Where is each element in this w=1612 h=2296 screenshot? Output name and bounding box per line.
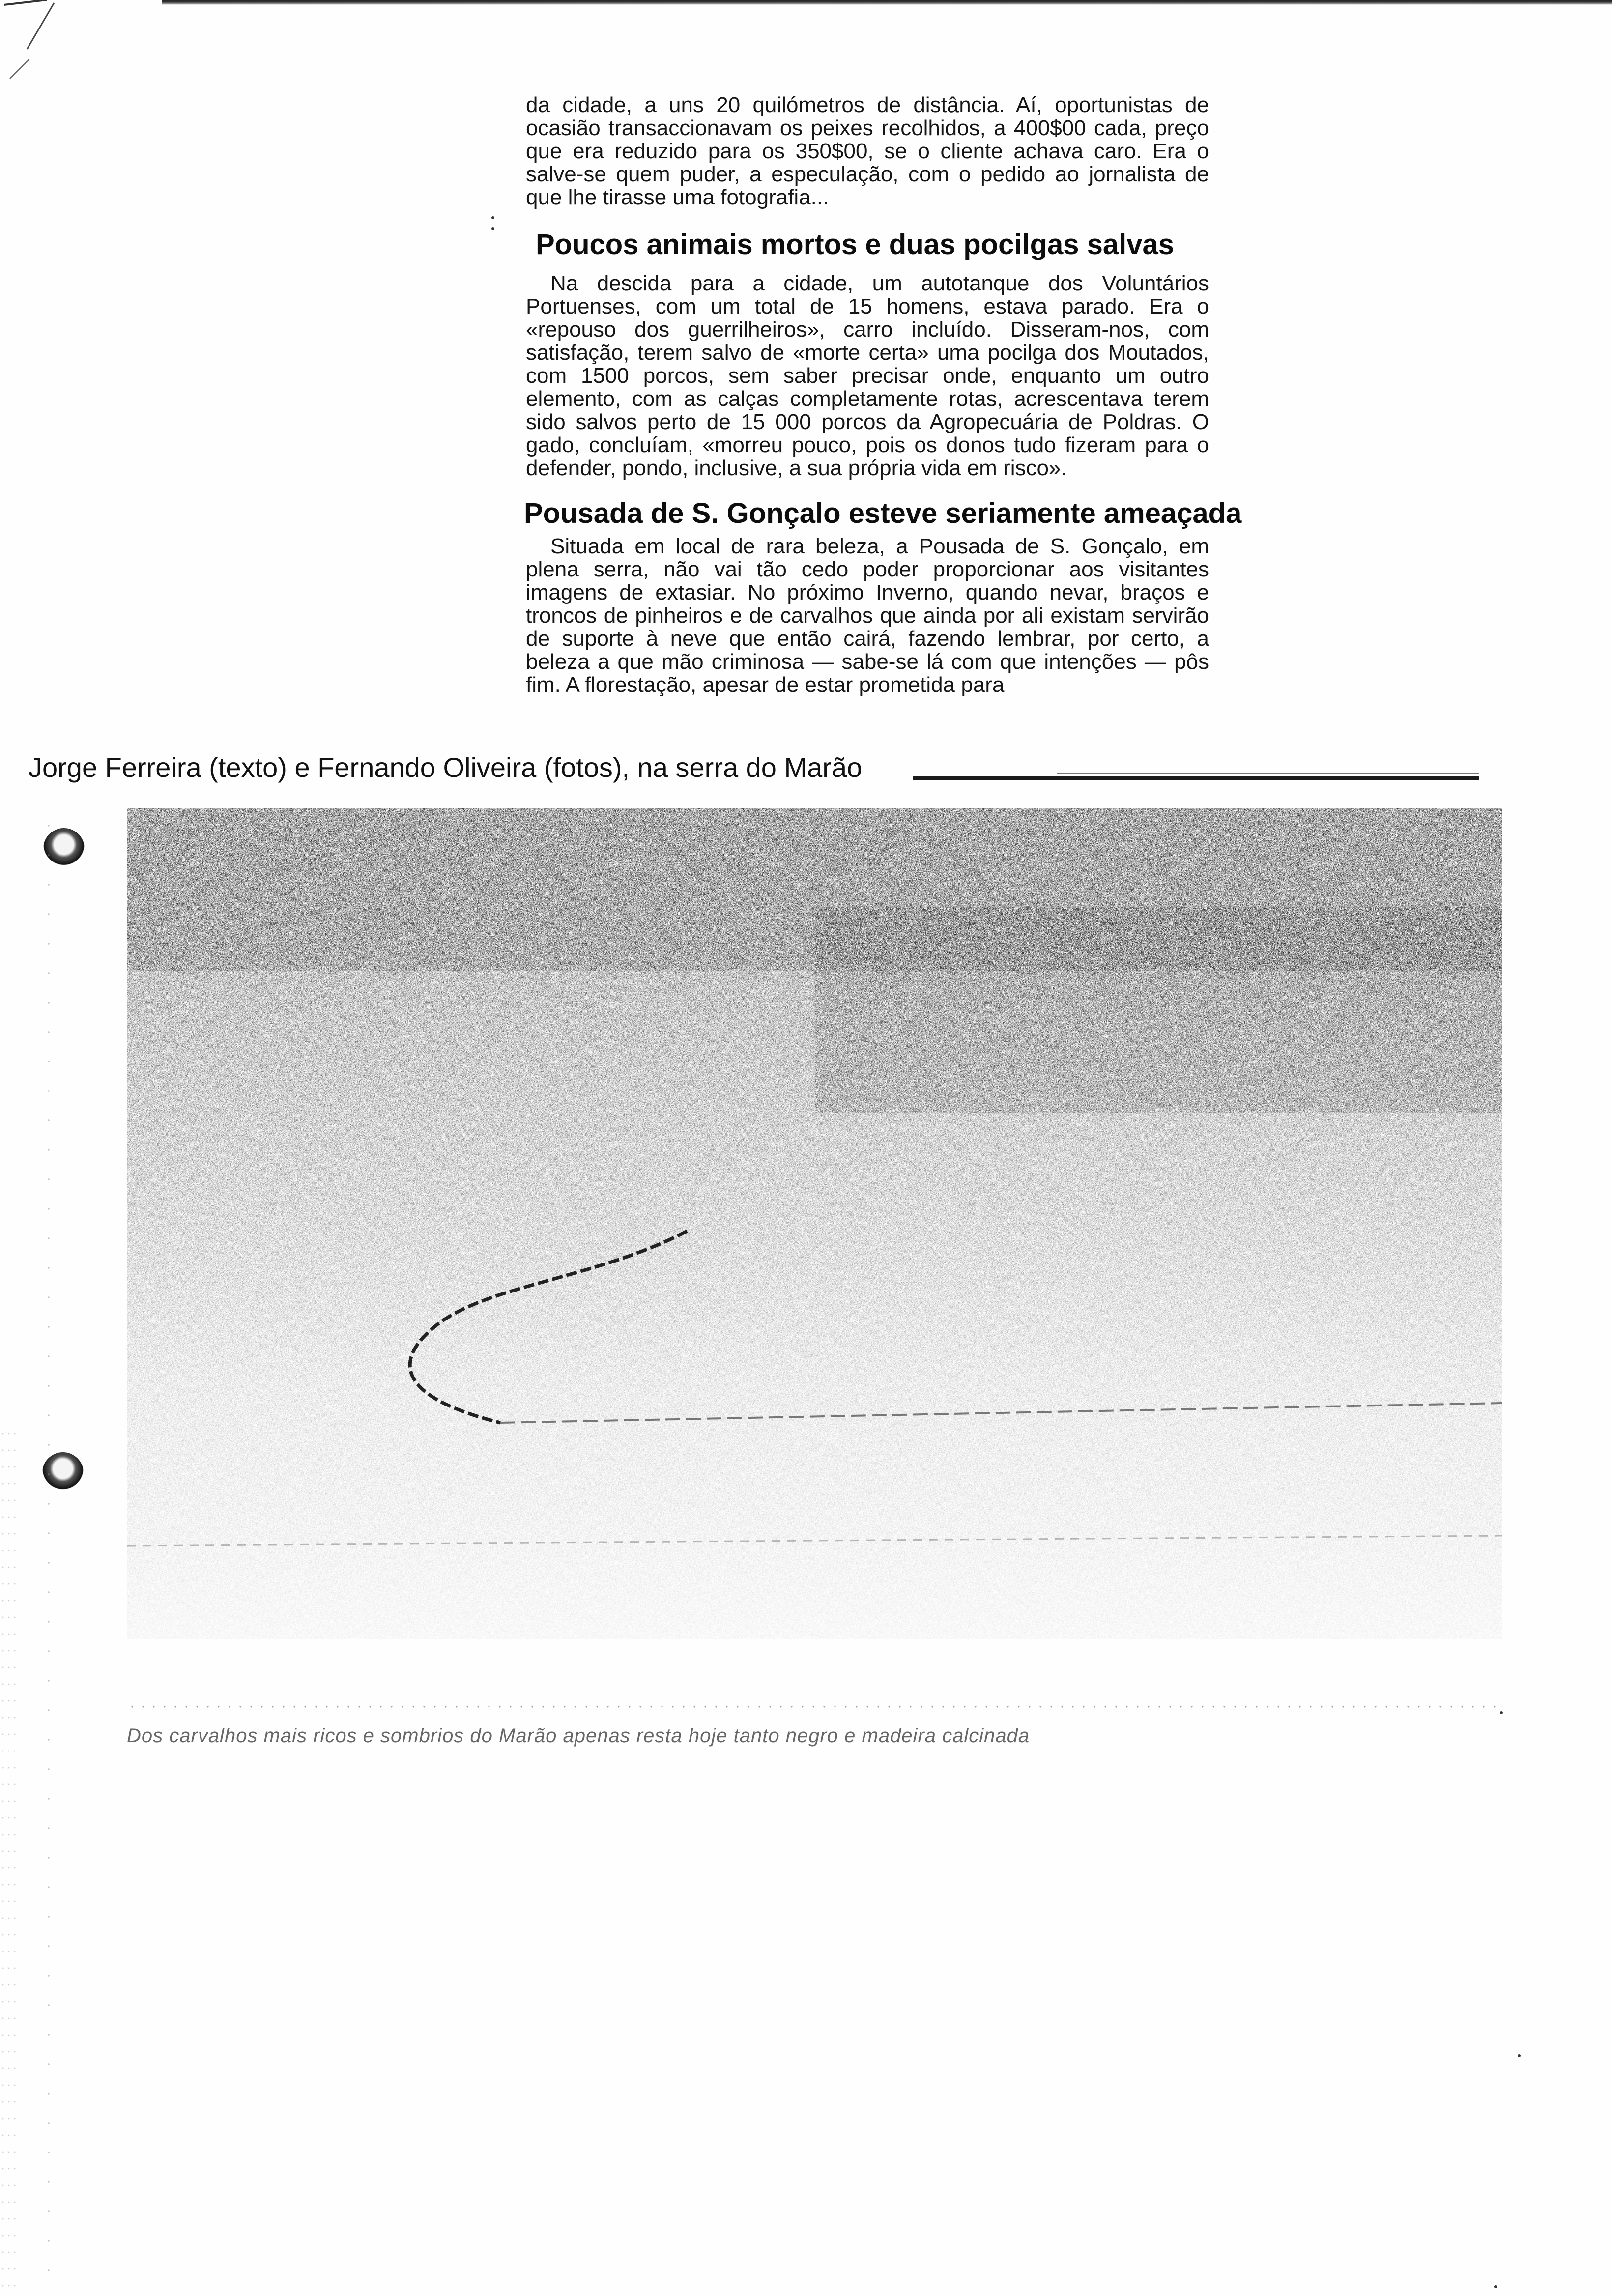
caption-dotted-line: [127, 1705, 1503, 1708]
top-edge-rule: [162, 0, 1612, 5]
burned-forest-photo: [127, 808, 1502, 1639]
article-byline: Jorge Ferreira (texto) e Fernando Oliveira (fotos), na serra do Marão: [29, 752, 863, 783]
article-paragraph-livestock: Na descida para a cidade, um autotanque dos Voluntários Portuenses, com um total de 15 homens, estava parado. Era o «repouso dos guerrilheiros», carro incluído. Disseram-nos, com satisfação, terem salvo de «morte certa» uma pocilga dos Moutados, com 1500 porcos, sem saber precisar onde, enquanto um outro elemento, com as calças completamente rotas, acrescentava terem sido salvos perto de 15 000 porcos da Agropecuária de Poldras. O gado, concluíam, «morreu pouco, pois os donos tudo fizeram para o defender, pondo, inclusive, a sua própria vida em risco».: [526, 271, 1209, 480]
article-column: [524, 93, 1242, 697]
article-paragraph-intro: da cidade, a uns 20 quilómetros de distância. Aí, oportunistas de ocasião transaccionavam os peixes recolhidos, a 400$00 cada, preço que era reduzido para os 350$00, se o cliente achava caro. Era o salve-se quem puder, a especulação, com o pedido ao jornalista de que lhe tirasse uma fotografia...: [526, 93, 1209, 209]
pen-mark-icon: [0, 0, 69, 84]
margin-speck: [1500, 1711, 1503, 1714]
article-paragraph-pousada: Situada em local de rara beleza, a Pousada de S. Gonçalo, em plena serra, não vai tão cedo poder proporcionar aos visitantes imagens de extasiar. No próximo Inverno, quando nevar, braços e troncos de pinheiros e de carvalhos que ainda por ali existam servirão de suporte à neve que então cairá, fazendo lembrar, por certo, a beleza a que mão criminosa — sabe-se lá com que intenções — pôs fim. A florestação, apesar de estar prometida para: [526, 534, 1209, 697]
article-heading-livestock: Poucos animais mortos e duas pocilgas salvas: [536, 229, 1175, 260]
margin-speck: [491, 227, 494, 230]
margin-speck: [1494, 2285, 1497, 2288]
margin-speck: [491, 216, 494, 219]
byline-rule: [913, 776, 1479, 780]
article-heading-pousada: Pousada de S. Gonçalo esteve seriamente ameaçada: [524, 497, 1242, 529]
margin-speck: [1518, 2054, 1521, 2057]
photo-caption: Dos carvalhos mais ricos e sombrios do Marão apenas resta hoje tanto negro e madeira calcinada: [127, 1725, 1030, 1747]
scan-margin-noise: [0, 1425, 18, 2295]
byline-rule-thin: [1057, 773, 1479, 774]
scan-edge-speckle: [47, 811, 51, 2285]
